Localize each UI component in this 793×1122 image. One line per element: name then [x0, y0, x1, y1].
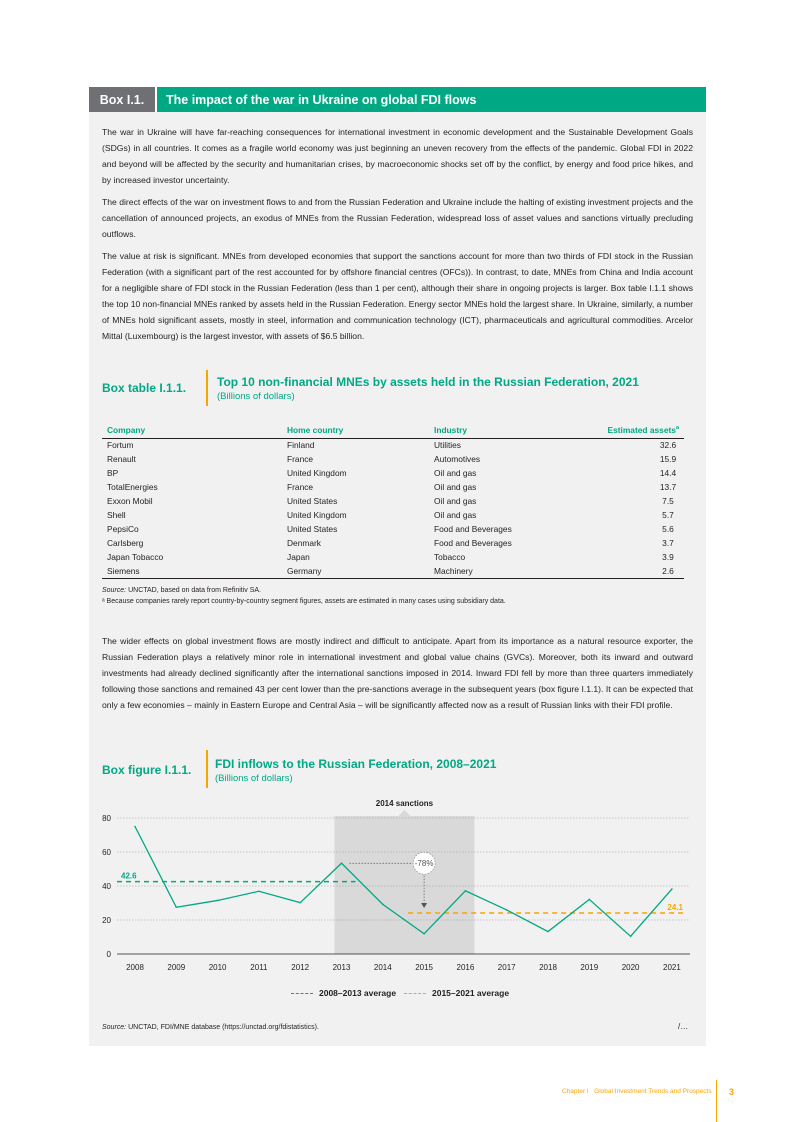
- cell-company: Carlsberg: [107, 538, 144, 548]
- cell-assets: 13.7: [659, 482, 677, 492]
- cell-home-country: Denmark: [287, 538, 321, 548]
- cell-assets: 7.5: [662, 496, 674, 506]
- box-table-subtitle: (Billions of dollars): [217, 391, 295, 402]
- sanctions-label: 2014 sanctions: [375, 799, 434, 808]
- x-tick-label: 2009: [167, 963, 186, 972]
- cell-company: Fortum: [107, 440, 134, 451]
- drop-label: -78%: [414, 859, 434, 869]
- superscript-a: a: [675, 424, 679, 431]
- figure-source-label: Source:: [102, 1024, 127, 1031]
- data-point: [423, 933, 425, 935]
- data-point: [341, 862, 343, 864]
- box-figure-subtitle: (Billions of dollars): [215, 773, 293, 784]
- column-header-industry: Industry: [429, 423, 564, 438]
- y-tick-label: 40: [102, 882, 111, 891]
- source-text: UNCTAD, based on data from Refinitiv SA.: [128, 587, 261, 594]
- average-label-2008-2013: 42.6: [121, 871, 137, 881]
- footer-chapter: [562, 1088, 712, 1095]
- data-point: [465, 890, 467, 892]
- x-tick-label: 2014: [373, 963, 392, 972]
- paragraph-3: The value at risk is significant. MNEs from developed economies that support the sanctions account for more than two thirds of FDI stock in the Russian Federation (with a significant part of the rest accounted for by offshore financial centres (OFCs)). In contrast, to date, MNEs from China and India account for a negligible share of FDI stock in the Russian Federation (less than 1 per cent), although their share in ongoing projects is larger. Box table I.1.1 shows the top 10 non-financial MNEs ranked by assets held in the Russian Federation. Energy sector MNEs hold the largest share. In Ukraine, similarly, a number of MNEs hold significant assets, mostly in steel, information and communication technology (ICT), pharmaceuticals and agricultural commodities. Arcelor Mittal (Luxembourg) is the largest investor, with assets of $6.5 billion.: [102, 251, 693, 341]
- cell-industry: Machinery: [429, 564, 564, 578]
- box-table-title: Top 10 non-financial MNEs by assets held in the Russian Federation, 2021: [217, 375, 639, 389]
- cell-home-country: Japan: [287, 552, 310, 562]
- cell-company: Siemens: [102, 564, 282, 578]
- box-table-label: Box table I.1.1.: [102, 381, 187, 395]
- x-tick-label: 2017: [497, 963, 516, 972]
- data-point: [671, 888, 673, 890]
- cell-assets: 3.7: [662, 538, 674, 548]
- cell-home-country: Germany: [282, 564, 429, 578]
- data-point: [299, 902, 301, 904]
- cell-industry: Oil and gas: [434, 468, 477, 478]
- x-tick-label: 2020: [621, 963, 640, 972]
- column-header-estimated-assets: Estimated assets$^a$: [564, 423, 684, 438]
- x-tick-label: 2010: [208, 963, 227, 972]
- cell-assets: 3.9: [662, 552, 674, 562]
- cell-industry: Automotives: [434, 454, 481, 464]
- x-tick-label: 2012: [291, 963, 310, 972]
- cell-company: BP: [107, 468, 119, 478]
- data-point: [506, 909, 508, 911]
- data-point: [176, 906, 178, 908]
- page-number: 3: [729, 1087, 735, 1097]
- x-tick-label: 2015: [415, 963, 433, 972]
- cell-assets: 14.4: [659, 468, 677, 478]
- cell-company: Exxon Mobil: [107, 496, 153, 506]
- cell-home-country: France: [287, 454, 314, 464]
- cell-home-country: Finland: [287, 440, 315, 451]
- cell-company: PepsiCo: [107, 524, 139, 534]
- cell-company: TotalEnergies: [107, 482, 158, 492]
- cell-home-country: United Kingdom: [287, 468, 347, 478]
- cell-industry: Oil and gas: [434, 482, 477, 492]
- cell-home-country: United Kingdom: [287, 510, 347, 520]
- legend-2015-2021: [404, 988, 509, 998]
- data-point: [547, 931, 549, 933]
- data-point: [630, 936, 632, 938]
- data-point: [258, 890, 260, 892]
- cell-home-country: France: [287, 482, 314, 492]
- cell-industry: Food and Beverages: [434, 538, 512, 548]
- x-tick-label: 2021: [663, 963, 681, 972]
- legend-swatch-orange: [404, 993, 426, 994]
- legend-swatch-green: [291, 993, 313, 994]
- box-label: Box I.1.: [89, 87, 157, 112]
- data-point: [134, 826, 136, 828]
- cell-assets: 15.9: [659, 454, 677, 464]
- x-tick-label: 2018: [539, 963, 557, 972]
- cell-assets: 5.7: [662, 510, 674, 520]
- data-point: [217, 900, 219, 902]
- box-figure-label: Box figure I.1.1.: [102, 763, 192, 777]
- paragraph-2: The direct effects of the war on investment flows to and from the Russian Federation and Ukraine include the halting of existing investment projects and the cancellation of announced projects, an exodus of MNEs from the Russian Federation, widespread loss of asset values and sanctions virtually precluding outflows.: [102, 197, 693, 239]
- y-tick-label: 80: [102, 814, 111, 823]
- figure-source: [102, 1024, 319, 1031]
- continued-marker: /…: [678, 1022, 689, 1031]
- cell-industry: Oil and gas: [434, 510, 477, 520]
- average-label-2015-2021: 24.1: [667, 903, 683, 913]
- cell-home-country: United States: [287, 496, 338, 506]
- column-header-company: Company: [102, 423, 282, 438]
- paragraph-4: The wider effects on global investment flows are mostly indirect and difficult to anticipate. Apart from its importance as a natural resource exporter, the Russian Federation plays a relatively minor role in international investment and global value chains (GVCs). Moreover, both its inward and outward investments had already declined significantly after the international sanctions imposed in 2014. Inward FDI fell by more than three quarters immediately following those sanctions and remained 43 per cent lower than the pre-sanctions average in the subsequent years (box figure I.1.1). It can be expected that only a few economies – mainly in Eastern Europe and Central Asia – will be significantly affected now as a result of Russian links with their FDI profile.: [102, 636, 693, 710]
- paragraph-1: The war in Ukraine will have far-reaching consequences for international investment in economic development and the Sustainable Development Goals (SDGs) in all countries. It comes as a fragile world economy was just beginning an uneven recovery from the effects of the pandemic. Global FDI in 2022 and beyond will be affected by the security and humanitarian crises, by macroeconomic shocks set off by the conflict, by energy and food price hikes, and by increased investor uncertainty.: [102, 127, 693, 185]
- table-footnote: ᵃ Because companies rarely report country-by-country segment figures, assets are estimated in many cases using subsidiary data.: [102, 598, 506, 605]
- cell-assets: 2.6: [564, 564, 684, 578]
- footer-chapter-label: Chapter I: [562, 1088, 589, 1095]
- x-tick-label: 2011: [250, 963, 268, 972]
- footer-divider: [716, 1080, 717, 1122]
- box-figure-title: FDI inflows to the Russian Federation, 2008–2021: [215, 757, 497, 771]
- cell-industry: Tobacco: [434, 552, 466, 562]
- data-point: [589, 899, 591, 901]
- cell-company: Renault: [107, 454, 136, 464]
- cell-industry: Food and Beverages: [434, 524, 512, 534]
- legend-label-2008-2013: 2008–2013 average: [319, 988, 397, 998]
- cell-industry: Utilities: [434, 440, 461, 451]
- box-title: The impact of the war in Ukraine on global FDI flows: [166, 92, 477, 107]
- sanctions-pointer: [398, 810, 410, 816]
- y-tick-label: 0: [106, 950, 111, 959]
- y-tick-label: 60: [102, 848, 111, 857]
- cell-company: Japan Tobacco: [107, 552, 164, 562]
- footer-chapter-title: Global Investment Trends and Prospects: [594, 1088, 712, 1095]
- column-header-home-country: Home country: [282, 423, 429, 438]
- cell-assets: 32.6: [659, 440, 677, 451]
- legend-label-2015-2021: 2015–2021 average: [432, 988, 510, 998]
- cell-home-country: United States: [287, 524, 338, 534]
- y-tick-label: 20: [102, 916, 111, 925]
- x-tick-label: 2008: [126, 963, 144, 972]
- figure-source-text: UNCTAD, FDI/MNE database (https://unctad.org/fdistatistics).: [128, 1024, 319, 1031]
- cell-company: Shell: [107, 510, 126, 520]
- sanctions-shaded-region: [335, 816, 475, 954]
- cell-industry: Oil and gas: [434, 496, 477, 506]
- data-point: [382, 904, 384, 906]
- x-tick-label: 2019: [580, 963, 599, 972]
- source-label: Source:: [102, 587, 127, 594]
- cell-assets: 5.6: [662, 524, 674, 534]
- x-tick-label: 2013: [332, 963, 351, 972]
- x-tick-label: 2016: [456, 963, 475, 972]
- legend-2008-2013: [291, 988, 396, 998]
